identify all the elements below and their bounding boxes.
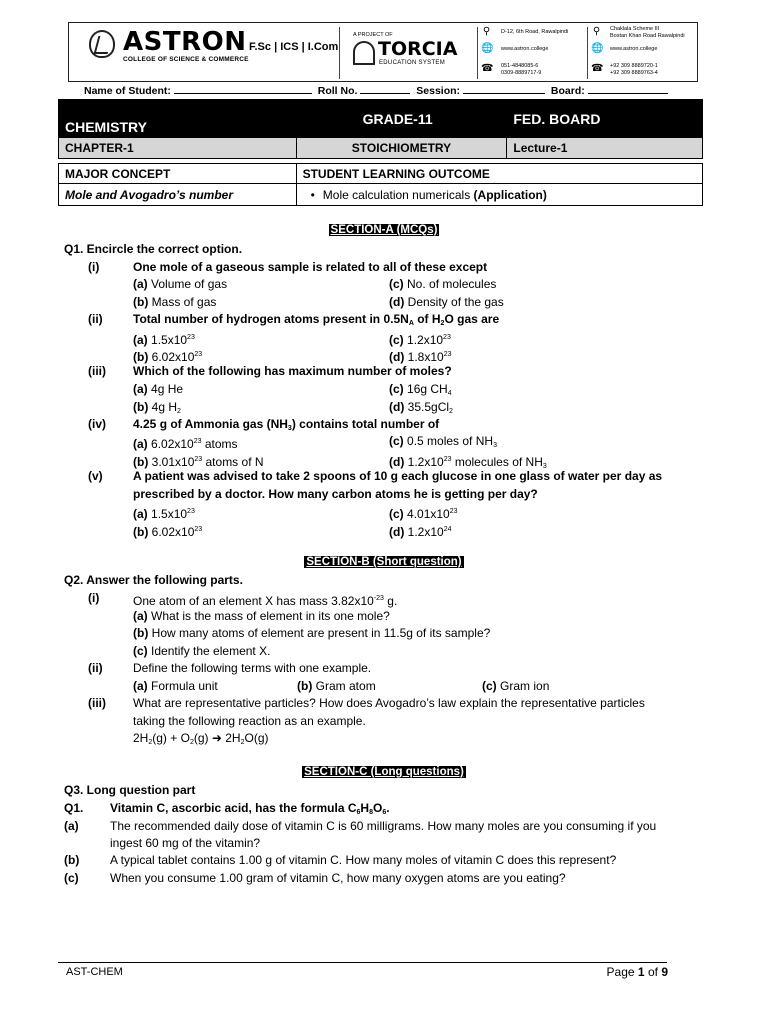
divider <box>339 27 340 79</box>
short-question: Define the following terms with one example. <box>133 661 372 675</box>
divider <box>477 27 478 79</box>
slo-item: • Mole calculation numericals (Application) <box>296 184 702 206</box>
torcia-logo-icon <box>353 41 375 65</box>
long-part-text: The recommended daily dose of vitamin C is 60 milligrams. How many moles are you consuming if you <box>110 819 657 833</box>
mcq-question: A patient was advised to take 2 spoons of 10 g each glucose in one glass of water per day as <box>133 469 663 483</box>
slo-label: STUDENT LEARNING OUTCOME <box>296 164 702 184</box>
mcq-option-b: (b) Mass of gas <box>133 295 217 309</box>
mcq-option-a: (a) $1.5x10^{23}$ <box>133 507 195 521</box>
short-question-cont: taking the following reaction as an example. <box>133 714 366 728</box>
astron-logo-icon <box>89 30 115 58</box>
mcq-number: (iii) <box>88 364 106 378</box>
q1-label: Q1. Encircle the correct option. <box>64 242 243 256</box>
mcq-option-c: (c) $1.2x10^{23}$ <box>389 333 451 347</box>
mcq-question-cont: prescribed by a doctor. How many carbon atoms he is getting per day? <box>133 487 538 501</box>
globe-icon: 🌐 <box>481 43 494 54</box>
grade: GRADE-11 <box>296 100 507 138</box>
torcia-logo-text: TORCIA <box>378 38 458 60</box>
section-c-title: SECTION-C (Long questions) <box>304 766 464 778</box>
roll-field[interactable] <box>360 84 410 94</box>
short-number: (ii) <box>88 661 103 675</box>
mcq-option-d: (d) $1.2x10^{24}$ <box>389 525 452 539</box>
long-part-text: A typical tablet contains 1.00 g of vitamin C. How many moles of vitamin C does this represent? <box>110 853 617 867</box>
mcq-number: (ii) <box>88 312 103 326</box>
long-part-text: When you consume 1.00 gram of vitamin C, how many oxygen atoms are you eating? <box>110 871 566 885</box>
chapter: CHAPTER-1 <box>59 138 297 159</box>
programs-offered: F.Sc | ICS | I.Com <box>249 41 339 53</box>
mcq-question: Total number of hydrogen atoms present in $0.5N_A$ of $H_2O$ gas are <box>133 312 500 327</box>
mcq-number: (iv) <box>88 417 106 431</box>
short-part-b: (b) Gram atom <box>297 679 376 693</box>
address-2: Chaklala Scheme III Bostan Khan Road Rawalpindi <box>610 26 685 39</box>
phone-2: +92 309 8889720-1 +92 309 8889763-4 <box>610 63 658 76</box>
torcia-prefix: A PROJECT OF <box>353 32 393 38</box>
mcq-question: One mole of a gaseous sample is related to all of these except <box>133 260 488 274</box>
board-label: Board: <box>550 85 585 97</box>
mcq-option-a: (a) $1.5x10^{23}$ <box>133 333 195 347</box>
chapter-title: STOICHIOMETRY <box>296 138 507 159</box>
subject: CHEMISTRY <box>59 100 297 138</box>
mcq-option-c: (c) No. of molecules <box>389 277 497 291</box>
footer-rule <box>58 962 667 963</box>
astron-logo-text: ASTRON <box>123 27 247 57</box>
major-concept: Mole and Avogadro’s number <box>59 184 297 206</box>
student-info-line <box>84 84 671 97</box>
mcq-option-b: (b) $6.02x10^{23}$ <box>133 525 203 539</box>
mcq-option-a: (a) $6.02x10^{23}$ atoms <box>133 437 238 451</box>
short-part-c: (c) Identify the element X. <box>133 644 271 658</box>
roll-label: Roll No. <box>317 85 358 97</box>
header-banner <box>68 22 698 82</box>
phone-icon: ☎ <box>481 63 494 74</box>
website-1: www.astron.college <box>501 46 549 52</box>
session-label: Session: <box>416 85 461 97</box>
mcq-option-d: (d) $1.8x10^{23}$ <box>389 350 452 364</box>
mcq-option-b: (b) 4g $H_2$ <box>133 400 181 415</box>
short-part-a: (a) What is the mass of element in its one mole? <box>133 609 390 623</box>
short-number: (iii) <box>88 696 106 710</box>
divider <box>587 27 588 79</box>
mcq-option-b: (b) $6.02x10^{23}$ <box>133 350 203 364</box>
footer-code: AST-CHEM <box>66 966 123 978</box>
name-label: Name of Student: <box>84 85 171 97</box>
mcq-option-c: (c) 16g $CH_4$ <box>389 382 452 397</box>
page-number: Page 1 of 9 <box>606 965 668 979</box>
board-field[interactable] <box>588 84 668 94</box>
short-part-b: (b) How many atoms of element are present in 11.5g of its sample? <box>133 626 491 640</box>
name-field[interactable] <box>174 84 312 94</box>
long-part-label: (b) <box>64 853 80 867</box>
address-1: D-12, 6th Road, Rawalpindi <box>501 29 569 35</box>
short-part-c: (c) Gram ion <box>482 679 550 693</box>
torcia-subtitle: EDUCATION SYSTEM <box>379 60 446 66</box>
long-part-label: (c) <box>64 871 79 885</box>
long-part-label: (a) <box>64 819 79 833</box>
q2-label: Q2. Answer the following parts. <box>64 573 243 587</box>
q3-label: Q3. Long question part <box>64 783 196 797</box>
mcq-option-c: (c) 0.5 moles of $NH_3$ <box>389 434 497 449</box>
mcq-option-d: (d) 35.5gCl$_2$ <box>389 400 453 415</box>
lecture: Lecture-1 <box>507 138 703 159</box>
long-part-text-cont: ingest 60 mg of the vitamin? <box>110 836 261 850</box>
long-question: Vitamin C, ascorbic acid, has the formula $C_6H_8O_6$. <box>110 801 390 816</box>
short-question: What are representative particles? How does Avogadro’s law explain the representative particles <box>133 696 645 710</box>
short-part-a: (a) Formula unit <box>133 679 218 693</box>
mcq-option-a: (a) 4g He <box>133 382 184 396</box>
mcq-number: (i) <box>88 260 100 274</box>
long-q-number: Q1. <box>64 801 84 815</box>
mcq-option-b: (b) $3.01x10^{23}$ atoms of N <box>133 455 264 469</box>
major-concept-label: MAJOR CONCEPT <box>59 164 297 184</box>
website-2: www.astron.college <box>610 46 658 52</box>
globe-icon: 🌐 <box>591 43 604 54</box>
lecture-info-table <box>58 99 703 206</box>
phone-icon: ☎ <box>591 63 604 74</box>
location-pin-icon: ⚲ <box>482 26 491 37</box>
location-pin-icon: ⚲ <box>592 26 601 37</box>
section-a-title: SECTION-A (MCQs) <box>330 224 438 236</box>
session-field[interactable] <box>463 84 545 94</box>
short-number: (i) <box>88 591 100 605</box>
mcq-option-c: (c) $4.01x10^{23}$ <box>389 507 458 521</box>
mcq-question: 4.25 g of Ammonia gas $(NH_3)$ contains total number of <box>133 417 440 432</box>
board: FED. BOARD <box>507 100 703 138</box>
mcq-option-d: (d) $1.2x10^{23}$ molecules of $NH_3$ <box>389 455 547 470</box>
phone-1: 051-4848085-6 0309-8889717-9 <box>501 63 542 76</box>
mcq-number: (v) <box>88 469 103 483</box>
astron-subtitle: COLLEGE OF SCIENCE & COMMERCE <box>123 56 249 63</box>
mcq-option-d: (d) Density of the gas <box>389 295 504 309</box>
reaction-equation: $2H_2(g) + O_2(g)$ ➜ $2H_2O(g)$ <box>133 731 269 746</box>
mcq-option-a: (a) Volume of gas <box>133 277 228 291</box>
mcq-question: Which of the following has maximum number of moles? <box>133 364 452 378</box>
section-b-title: SECTION-B (Short question) <box>306 556 462 568</box>
short-question: One atom of an element X has mass $3.82x10^{-23}$ g. <box>133 594 398 608</box>
